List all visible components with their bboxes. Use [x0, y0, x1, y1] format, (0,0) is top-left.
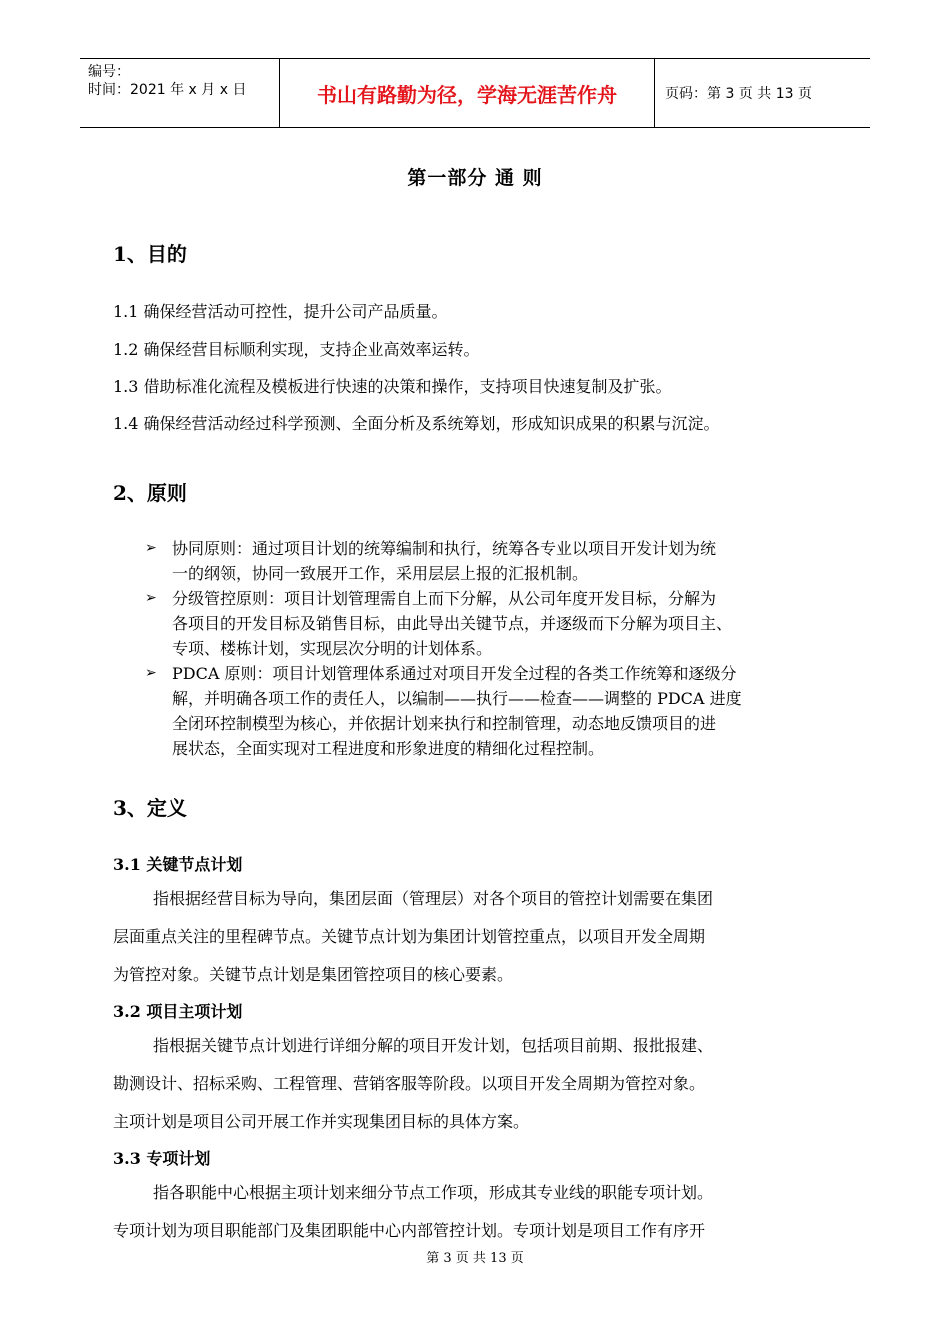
document-title: 第一部分 通 则 [407, 167, 543, 189]
definition-paragraph [113, 1174, 838, 1250]
bullet-line: PDCA 原则：项目计划管理体系通过对项目开发全过程的各类工作统筹和逐级分 [172, 664, 737, 683]
header-motto: 书山有路勤为径，学海无涯苦作舟 [280, 59, 655, 127]
time-label: 时间：2021 年 x 月 x 日 [88, 82, 247, 98]
bullet-line: 一的纲领，协同一致展开工作，采用层层上报的汇报机制。 [172, 564, 589, 583]
principle-bullet [145, 586, 845, 661]
subsection-heading: 3.2 项目主项计划 [113, 1002, 243, 1021]
purpose-item: 1.4 确保经营活动经过科学预测、全面分析及系统筹划，形成知识成果的积累与沉淀。 [113, 414, 720, 433]
paragraph-line: 主项计划是项目公司开展工作并实现集团目标的具体方案。 [113, 1112, 530, 1131]
paragraph-line: 层面重点关注的里程碑节点。关键节点计划为集团计划管控重点，以项目开发全周期 [113, 927, 706, 946]
definition-paragraph [113, 1027, 838, 1141]
header-meta [80, 59, 280, 127]
purpose-item: 1.3 借助标准化流程及模板进行快速的决策和操作，支持项目快速复制及扩张。 [113, 377, 672, 396]
section-heading-purpose: 1、目的 [113, 242, 187, 266]
arrow-bullet-icon: ➢ [145, 590, 157, 606]
bullet-line: 专项、楼栋计划，实现层次分明的计划体系。 [172, 639, 493, 658]
bullet-line: 解，并明确各项工作的责任人，以编制——执行——检查——调整的 PDCA 进度 [172, 689, 742, 708]
bullet-line: 协同原则：通过项目计划的统筹编制和执行，统筹各专业以项目开发计划为统 [172, 539, 717, 558]
paragraph-line: 指根据关键节点计划进行详细分解的项目开发计划，包括项目前期、报批报建、 [153, 1036, 714, 1055]
paragraph-line: 专项计划为项目职能部门及集团职能中心内部管控计划。专项计划是项目工作有序开 [113, 1221, 706, 1240]
paragraph-line: 勘测设计、招标采购、工程管理、营销客服等阶段。以项目开发全周期为管控对象。 [113, 1074, 706, 1093]
page-header [80, 58, 870, 128]
bullet-line: 各项目的开发目标及销售目标，由此导出关键节点，并逐级而下分解为项目主、 [172, 614, 733, 633]
section-heading-definitions: 3、定义 [113, 796, 187, 820]
bullet-line: 分级管控原则：项目计划管理需自上而下分解，从公司年度开发目标，分解为 [172, 589, 717, 608]
number-label: 编号： [88, 64, 130, 80]
paragraph-line: 为管控对象。关键节点计划是集团管控项目的核心要素。 [113, 965, 514, 984]
section-heading-principles: 2、原则 [113, 481, 187, 505]
principle-bullet [145, 536, 845, 586]
definition-paragraph [113, 880, 838, 994]
subsection-heading: 3.1 关键节点计划 [113, 855, 243, 874]
purpose-item: 1.1 确保经营活动可控性，提升公司产品质量。 [113, 302, 448, 321]
principle-bullet [145, 661, 845, 761]
subsection-heading: 3.3 专项计划 [113, 1149, 211, 1168]
purpose-item: 1.2 确保经营目标顺利实现，支持企业高效率运转。 [113, 340, 480, 359]
bullet-line: 展状态，全面实现对工程进度和形象进度的精细化过程控制。 [172, 739, 605, 758]
header-page-info: 页码：第 3 页 共 13 页 [665, 86, 812, 102]
paragraph-line: 指各职能中心根据主项计划来细分节点工作项，形成其专业线的职能专项计划。 [153, 1183, 714, 1202]
page-footer: 第 3 页 共 13 页 [426, 1251, 524, 1266]
arrow-bullet-icon: ➢ [145, 665, 157, 681]
paragraph-line: 指根据经营目标为导向，集团层面（管理层）对各个项目的管控计划需要在集团 [153, 889, 714, 908]
arrow-bullet-icon: ➢ [145, 540, 157, 556]
bullet-line: 全闭环控制模型为核心，并依据计划来执行和控制管理，动态地反馈项目的进 [172, 714, 717, 733]
